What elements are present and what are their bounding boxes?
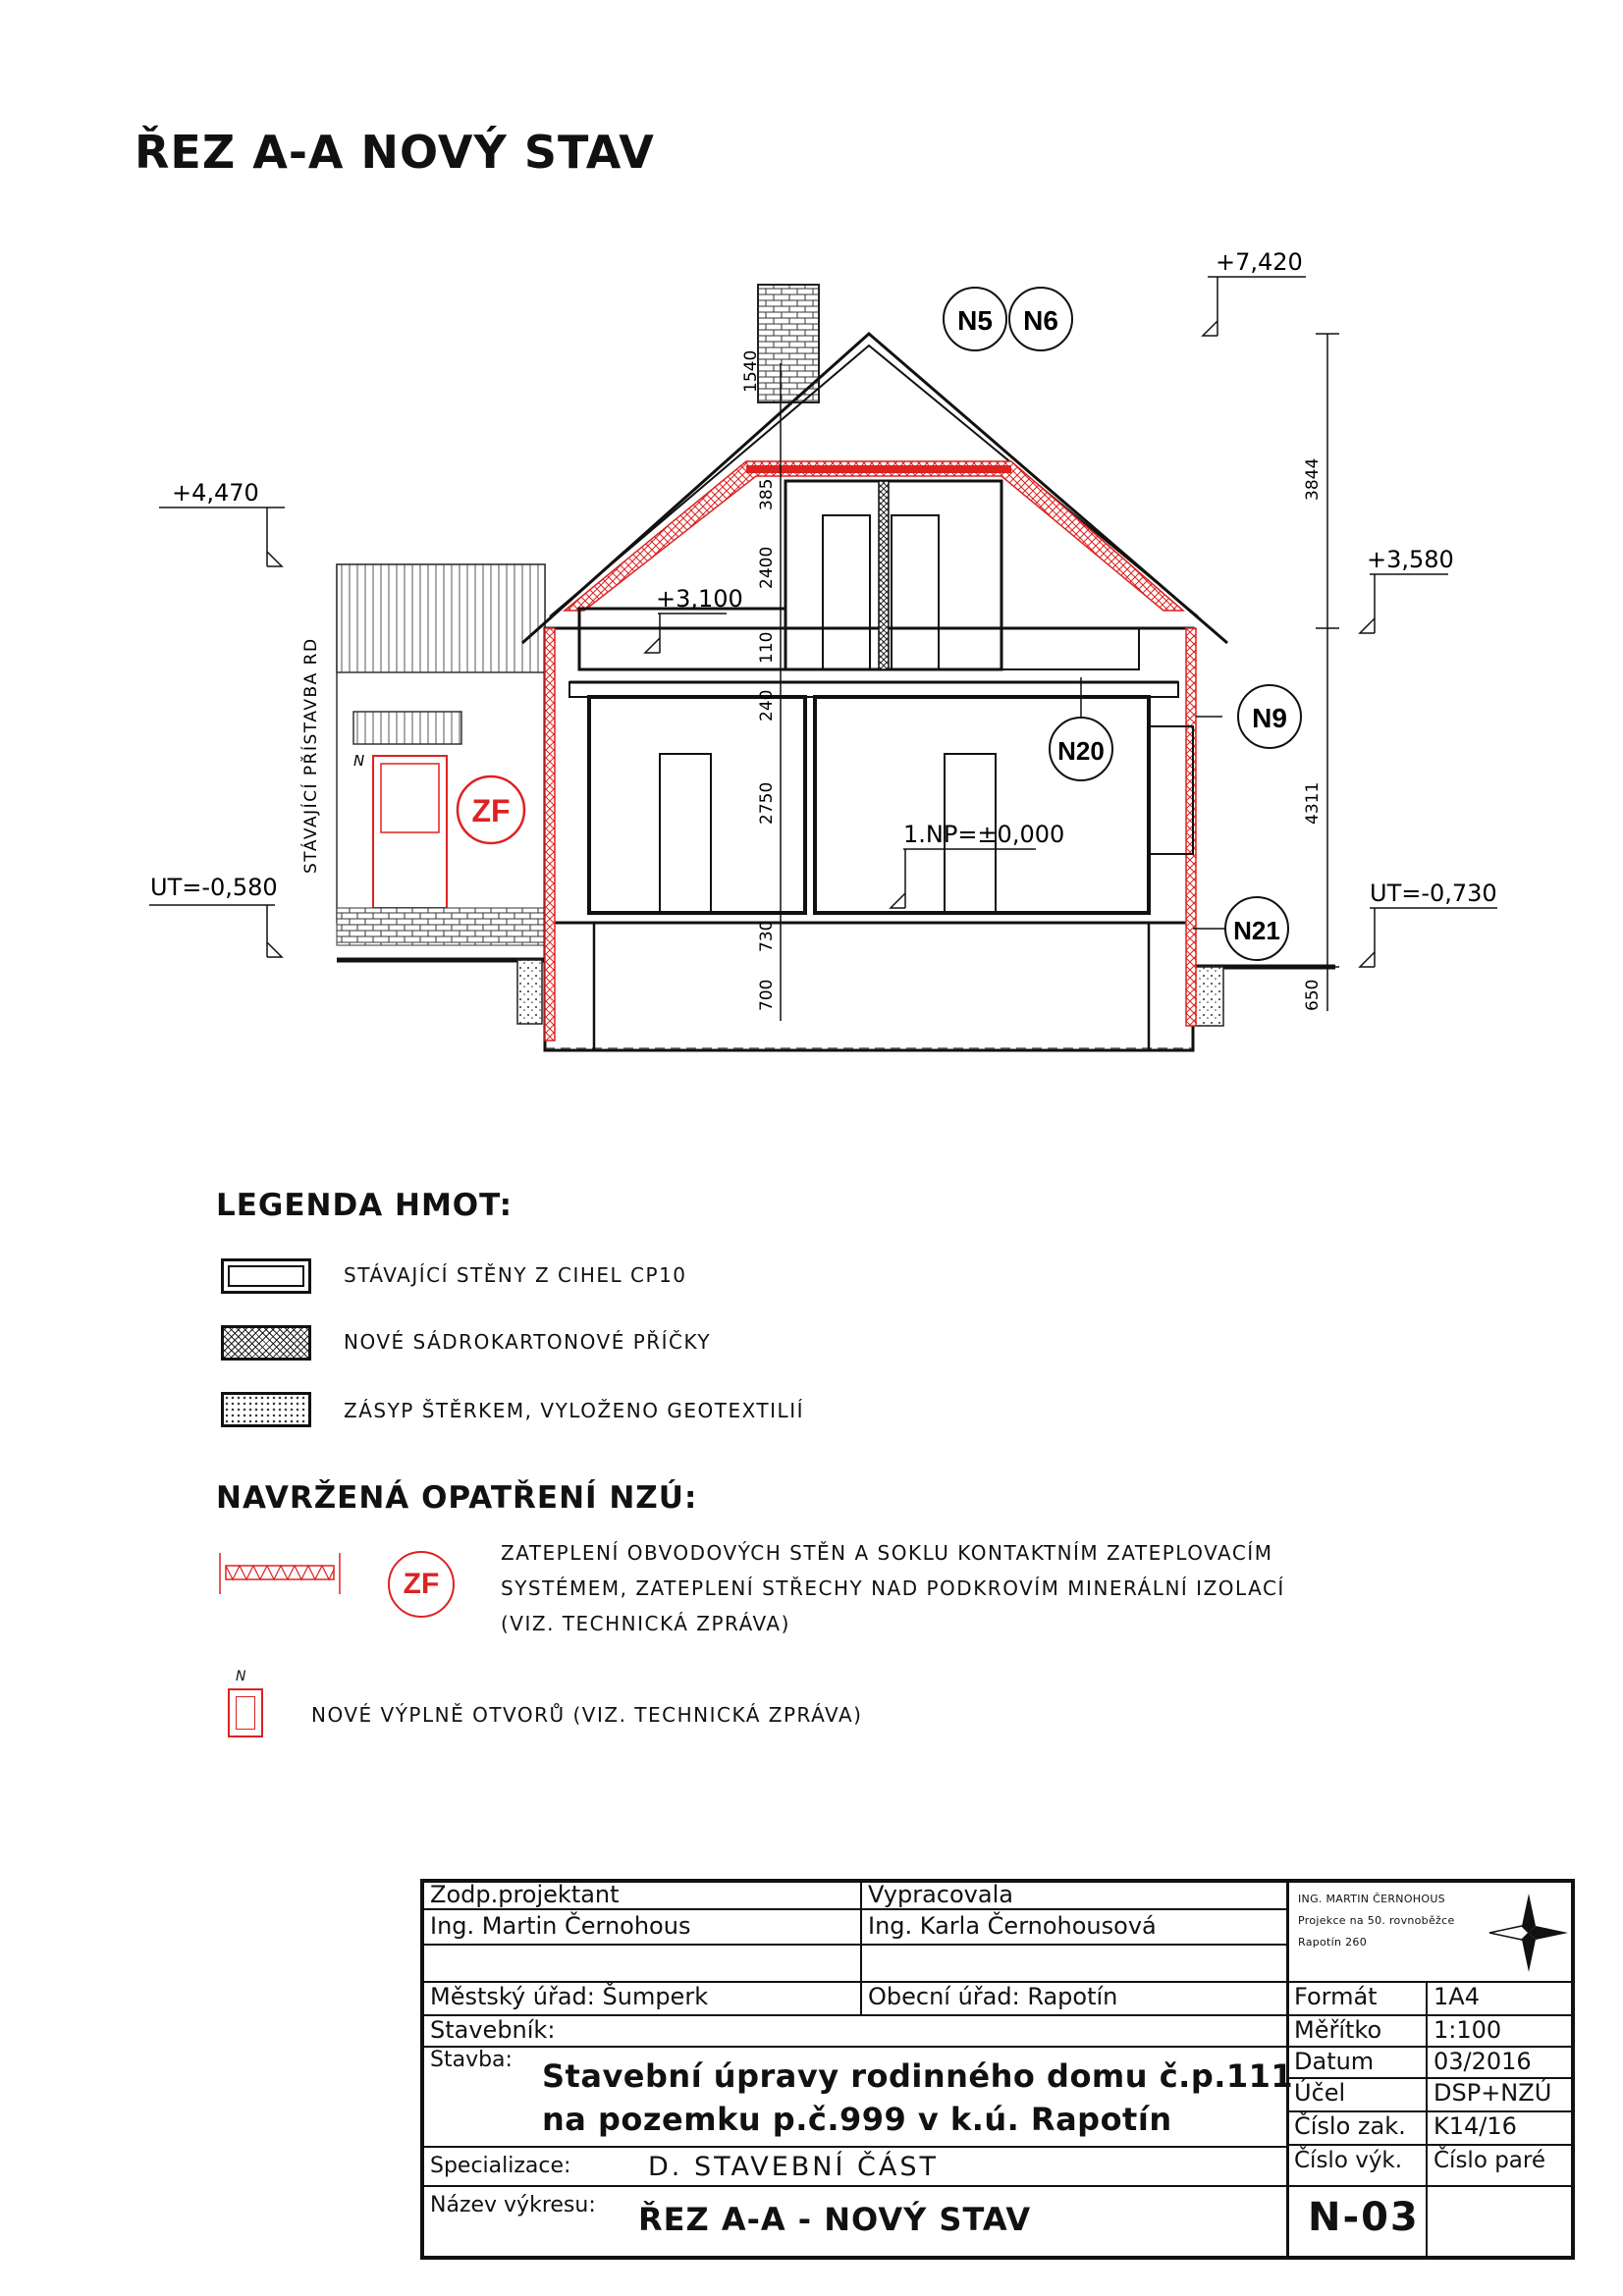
tb-cislo-vyk-label: Číslo výk.: [1294, 2148, 1403, 2173]
legend-item-brick: STÁVAJÍCÍ STĚNY Z CIHEL CP10: [344, 1263, 687, 1287]
level-attic-floor: +3,100: [656, 585, 743, 613]
tb-meritko-value: 1:100: [1434, 2016, 1502, 2044]
gravel-left: [517, 960, 542, 1024]
measures-window-mark: N: [236, 1669, 246, 1684]
measures-window-text: NOVÉ VÝPLNĚ OTVORŮ (VIZ. TECHNICKÁ ZPRÁVA): [311, 1703, 863, 1727]
dim-650: 650: [1303, 979, 1323, 1011]
level-right-eave: +3,580: [1367, 546, 1454, 573]
tb-meritko-label: Měřítko: [1294, 2016, 1382, 2044]
tb-format-label: Formát: [1294, 1983, 1378, 2010]
house-walls: [545, 628, 1193, 1050]
legend-item-plasterboard: NOVÉ SÁDROKARTONOVÉ PŘÍČKY: [344, 1330, 712, 1354]
door-left: [660, 754, 711, 913]
level-mark-right-eave: [1360, 574, 1448, 633]
insulation-symbol: [216, 1549, 344, 1598]
compass-logo-icon: [1485, 1889, 1573, 1977]
marker-n21-label: N21: [1233, 916, 1280, 945]
tb-ucel-label: Účel: [1294, 2079, 1346, 2107]
tb-vypracovala-label: Vypracovala: [868, 1881, 1013, 1908]
marker-n6-label: N6: [1023, 305, 1058, 336]
dim-385: 385: [757, 478, 777, 510]
tb-cislo-pare-label: Číslo paré: [1434, 2148, 1546, 2173]
legend-item-gravel: ZÁSYP ŠTĚRKEM, VYLOŽENO GEOTEXTILIÍ: [344, 1399, 804, 1422]
dim-240: 240: [757, 689, 777, 721]
marker-n5-label: N5: [957, 305, 993, 336]
roof-outer: [522, 334, 1227, 643]
annex-vent: [353, 712, 461, 744]
dim-110: 110: [757, 631, 777, 664]
measures-zf-text-2: SYSTÉMEM, ZATEPLENÍ STŘECHY NAD PODKROVÍM MINERÁLNÍ IZOLACÍ: [501, 1576, 1285, 1600]
tb-zodp-name: Ing. Martin Černohous: [430, 1912, 691, 1940]
tb-company-3: Rapotín 260: [1298, 1936, 1367, 1949]
dim-4311: 4311: [1303, 781, 1323, 825]
tb-specializace-label: Specializace:: [430, 2154, 571, 2178]
measures-zf-text-1: ZATEPLENÍ OBVODOVÝCH STĚN A SOKLU KONTAKTNÍM ZATEPLOVACÍM: [501, 1541, 1273, 1565]
tb-stavebnik: Stavebník:: [430, 2016, 556, 2044]
tb-specializace-value: D. STAVEBNÍ ČÁST: [648, 2152, 939, 2182]
annex-label: STÁVAJÍCÍ PŘÍSTAVBA RD: [301, 637, 321, 874]
tb-company-1: ING. MARTIN ČERNOHOUS: [1298, 1893, 1445, 1905]
marker-n9-label: N9: [1252, 703, 1287, 733]
insulation-right-wall: [1186, 628, 1196, 1026]
tb-datum-label: Datum: [1294, 2048, 1375, 2075]
tb-nazev-value: ŘEZ A-A - NOVÝ STAV: [638, 2201, 1032, 2238]
level-mark-left-eave: [159, 507, 285, 566]
attic-knee-left: [579, 609, 785, 669]
annex-window-mark: N: [353, 752, 365, 770]
annex-plinth: [337, 908, 545, 945]
zf-badge: ZF: [388, 1551, 455, 1618]
measures-heading: NAVRŽENÁ OPATŘENÍ NZÚ:: [216, 1480, 698, 1516]
tb-company-2: Projekce na 50. rovnoběžce: [1298, 1914, 1455, 1927]
dim-1540: 1540: [741, 349, 761, 393]
legend-heading: LEGENDA HMOT:: [216, 1188, 514, 1223]
tb-cislo-zak-value: K14/16: [1434, 2112, 1517, 2140]
window-symbol: [228, 1688, 263, 1737]
tb-stavba-2: na pozemku p.č.999 v k.ú. Rapotín: [542, 2101, 1172, 2138]
tb-zodp-label: Zodp.projektant: [430, 1881, 620, 1908]
partition-plasterboard: [879, 481, 889, 669]
tb-mestsky: Městský úřad: Šumperk: [430, 1983, 709, 2010]
ceiling-structure: [569, 682, 1178, 697]
marker-n20-label: N20: [1057, 736, 1105, 766]
tb-datum-value: 03/2016: [1434, 2048, 1532, 2075]
attic-knee-right: [1001, 628, 1139, 669]
section-drawing: [0, 0, 1623, 1129]
level-left-terrain: UT=-0,580: [150, 874, 278, 901]
marker-zf-label: ZF: [471, 793, 511, 828]
tb-cislo-zak-label: Číslo zak.: [1294, 2112, 1406, 2140]
dim-700: 700: [757, 979, 777, 1011]
tb-vypracovala-name: Ing. Karla Černohousová: [868, 1912, 1157, 1940]
level-mark-ground: [891, 849, 1036, 908]
annex-door-glass: [381, 764, 439, 832]
level-mark-attic: [645, 614, 727, 653]
gravel-right: [1194, 967, 1223, 1026]
level-top: +7,420: [1216, 248, 1303, 276]
level-left-eave: +4,470: [172, 479, 259, 507]
tb-ucel-value: DSP+NZÚ: [1434, 2079, 1552, 2107]
tb-format-value: 1A4: [1434, 1983, 1480, 2010]
dim-2400: 2400: [757, 546, 777, 589]
attic-door-right: [892, 515, 939, 669]
tb-nazev-label: Název výkresu:: [430, 2193, 596, 2217]
legend-swatch-brick: [221, 1258, 311, 1294]
level-mark-top: [1203, 277, 1306, 336]
attic-room-right: [884, 481, 1001, 669]
dim-2750: 2750: [757, 781, 777, 825]
tb-cislo-vyk-value: N-03: [1308, 2195, 1420, 2240]
annex-roof: [337, 564, 545, 672]
level-mark-right-terrain: [1360, 908, 1497, 967]
measures-zf-text-3: (VIZ. TECHNICKÁ ZPRÁVA): [501, 1612, 790, 1635]
drawing-title: ŘEZ A-A NOVÝ STAV: [135, 126, 655, 179]
attic-door-left: [823, 515, 870, 669]
dim-730: 730: [757, 920, 777, 952]
insulation-left-wall: [545, 628, 555, 1041]
dim-3844: 3844: [1303, 457, 1323, 501]
tb-stavba-label: Stavba:: [430, 2048, 513, 2072]
legend-swatch-gravel: [221, 1392, 311, 1427]
tb-stavba-1: Stavební úpravy rodinného domu č.p.111: [542, 2057, 1294, 2095]
level-right-terrain: UT=-0,730: [1370, 880, 1497, 907]
level-mark-left-terrain: [149, 905, 282, 957]
title-block: [420, 1879, 1575, 2260]
level-ground-floor: 1.NP=±0,000: [903, 821, 1065, 848]
legend-swatch-plasterboard: [221, 1325, 311, 1361]
tb-obecni: Obecní úřad: Rapotín: [868, 1983, 1118, 2010]
